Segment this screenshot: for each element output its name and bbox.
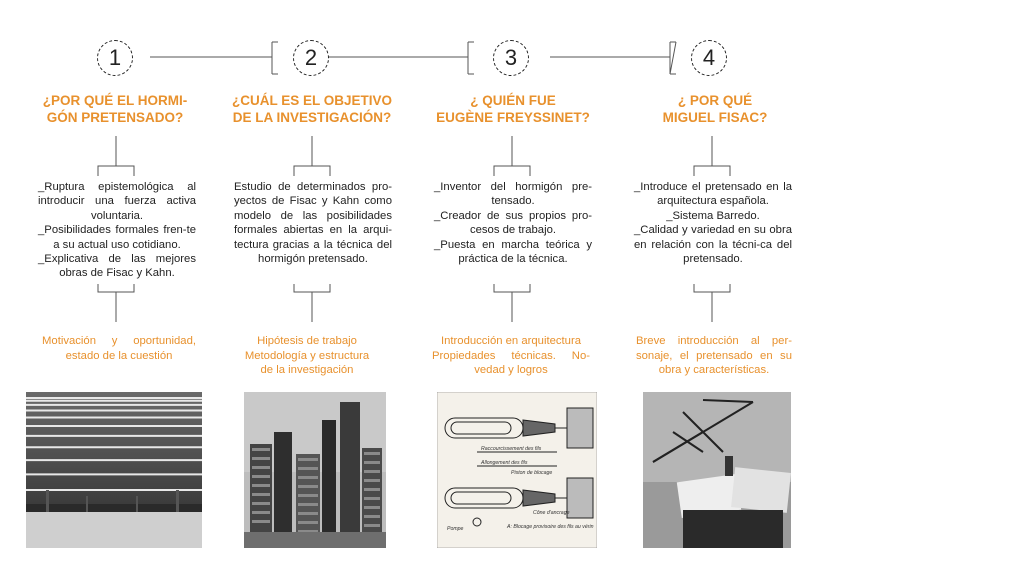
connector-bracket-2	[294, 136, 330, 176]
connector-bracket-1	[98, 284, 134, 322]
step-4-outcome: Breve introducción al per-sonaje, el pretensado en su obra y características.	[636, 335, 792, 377]
step-2-outcome: Hipótesis de trabajo Metodología y estructura de la investigación	[244, 335, 370, 377]
connector-bracket-3	[494, 136, 530, 176]
step-3-question: ¿ QUIÉN FUE EUGÈNE FREYSSINET?	[436, 93, 590, 125]
step-4-question: ¿ POR QUÉ MIGUEL FISAC?	[662, 93, 768, 125]
connector-bracket-4	[694, 136, 730, 176]
step-2-question: ¿CUÁL ES EL OBJETIVO DE LA INVESTIGACIÓN?	[231, 93, 393, 125]
step-4-body: _Introduce el pretensado en la arquitectura española. _Sistema Barredo. _Calidad y variedad en su obra en relación con la técni-ca del pretensado.	[634, 181, 792, 266]
step-number-3: 3	[493, 40, 529, 76]
anchor-jack-drawing	[437, 392, 597, 548]
drawing-label-3: Piston de blocage	[511, 470, 553, 476]
step-2-body: Estudio de determinados pro-yectos de Fisac y Kahn como modelo de las posibilidades formales abiertas en la arqui-tectura gracias a la técnica del hormigón pretensado.	[234, 181, 392, 266]
step-3-body: _Inventor del hormigón pre-tensado. _Creador de sus propios pro-cesos de trabajo. _Puesta en marcha teórica y práctica de la técnica.	[434, 181, 592, 266]
step-1-question: ¿POR QUÉ EL HORMI- GÓN PRETENSADO?	[42, 93, 188, 125]
step-number-4: 4	[691, 40, 727, 76]
drawing-label-5: Pompe	[447, 526, 464, 532]
connector-bracket-4	[694, 284, 730, 322]
drawing-label-6: A: Blocage provisoire des fils au vérin	[507, 524, 594, 530]
connector-bracket-3	[494, 284, 530, 322]
towers-photo	[244, 392, 386, 548]
connector-bracket-2	[294, 284, 330, 322]
crane-beams-photo	[643, 392, 791, 548]
step-number-1: 1	[97, 40, 133, 76]
connector-bracket-1	[98, 136, 134, 176]
drawing-label-4: Cône d'ancrage	[533, 510, 570, 516]
step-number-2: 2	[293, 40, 329, 76]
step-3-outcome: Introducción en arquitectura Propiedades técnicas. No-vedad y logros	[432, 335, 590, 377]
step-1-body: _Ruptura epistemológica al introducir una fuerza activa voluntaria. _Posibilidades formales fren-te a su actual uso cotidiano. _Explicativa de las mejores obras de Fisac y Kahn.	[38, 181, 196, 280]
step-1-outcome: Motivación y oportunidad, estado de la cuestión	[42, 335, 196, 362]
drawing-label-1: Raccourcissement des fils	[481, 446, 542, 452]
drawing-label-2: Allongement des fils	[481, 460, 528, 466]
ceiling-structure-photo	[26, 392, 202, 548]
